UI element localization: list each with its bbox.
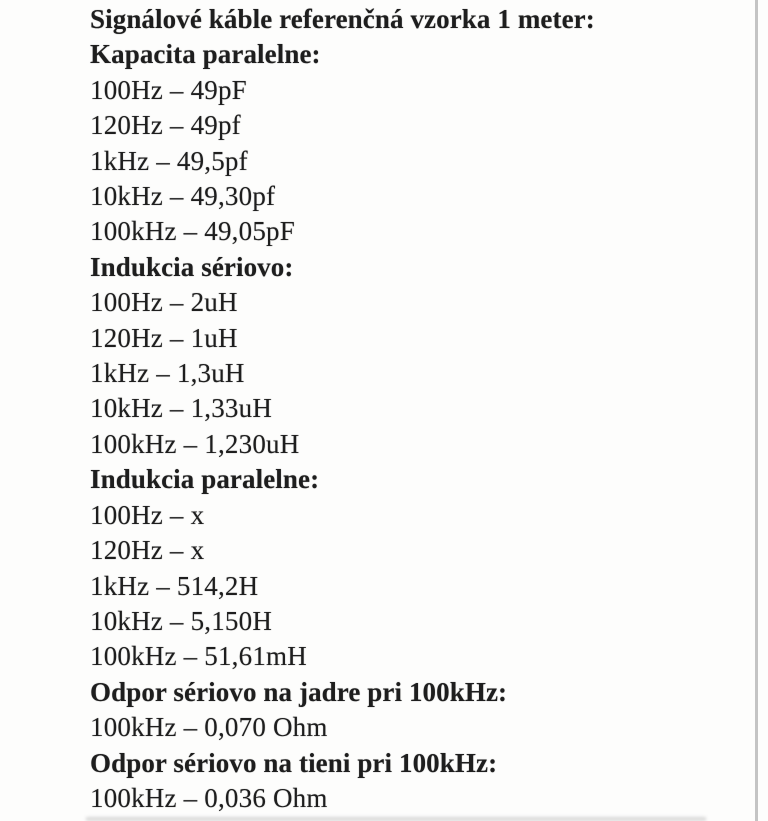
section-heading: Odpor sériovo na tieni pri 100kHz: <box>90 747 498 778</box>
measurement-line: 120Hz – 49pf <box>90 110 241 141</box>
measurement-line: 1kHz – 514,2H <box>90 570 259 601</box>
measurement-line: 10kHz – 1,33uH <box>90 393 273 424</box>
measurement-line: 120Hz – x <box>90 535 205 566</box>
measurement-line: 120Hz – 1uH <box>90 322 238 353</box>
measurement-line: 1kHz – 49,5pf <box>90 145 248 176</box>
section-heading: Kapacita paralelne: <box>90 39 321 70</box>
measurement-line: 100Hz – 49pF <box>90 74 247 105</box>
measurement-line: 100kHz – 0,070 Ohm <box>90 712 328 743</box>
bottom-cutoff-line <box>86 817 706 821</box>
measurement-line: 100Hz – x <box>90 499 205 530</box>
section-heading: Odpor sériovo na jadre pri 100kHz: <box>90 676 508 707</box>
measurement-line: 100kHz – 0,036 Ohm <box>90 782 328 813</box>
measurement-line: 100kHz – 49,05pF <box>90 216 295 247</box>
measurement-line: 100kHz – 1,230uH <box>90 428 300 459</box>
section-heading: Indukcia sériovo: <box>90 251 294 282</box>
measurement-sections <box>90 37 748 816</box>
document-title: Signálové káble referenčná vzorka 1 meter: <box>90 4 595 34</box>
page-edge-rule <box>755 0 758 821</box>
measurement-line: 10kHz – 49,30pf <box>90 181 276 212</box>
document-content <box>90 2 748 816</box>
measurement-line: 100kHz – 51,61mH <box>90 641 307 672</box>
measurement-line: 1kHz – 1,3uH <box>90 358 245 389</box>
measurement-line: 100Hz – 2uH <box>90 287 238 318</box>
measurement-line: 10kHz – 5,150H <box>90 605 273 636</box>
section-heading: Indukcia paralelne: <box>90 464 320 495</box>
